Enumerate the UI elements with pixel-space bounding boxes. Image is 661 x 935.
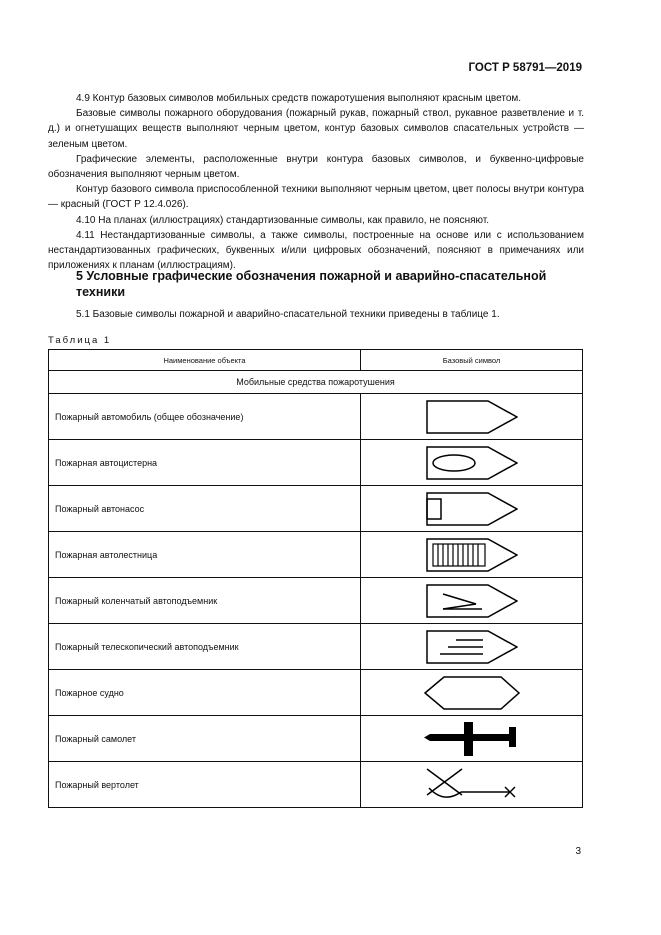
fire-helicopter-icon [424,766,520,804]
table-group-row [49,371,583,394]
group-label: Мобильные средства пожаротушения [49,371,583,394]
table-row [49,762,583,808]
aerial-ladder-icon [426,538,518,572]
paragraph: 4.10 На планах (иллюстрациях) стандартизованные символы, как правило, не поясняют. [76,214,490,226]
paragraph: Графические элементы, расположенные внутри контура базовых символов, и буквенно-цифровые обозначения выполняют черным цветом. [48,153,584,181]
object-name: Пожарный автонасос [49,486,361,532]
articulated-lift-icon [426,584,518,618]
paragraph: Контур базового символа приспособленной техники выполняют черным цветом, цвет полосы внутри контура — красный (ГОСТ Р 12.4.026). [48,184,584,211]
object-name: Пожарный вертолет [49,762,361,808]
object-name: Пожарная автоцистерна [49,440,361,486]
table-row [49,670,583,716]
body-text [48,91,584,273]
column-header-name: Наименование объекта [49,350,361,371]
document-number: ГОСТ Р 58791—2019 [468,62,582,74]
paragraph: Базовые символы пожарного оборудования (пожарный рукав, пожарный ствол, рукавное разветвление и т. д.) и огнетушащих веществ выполняют черным цветом, контур базовых символов спасательных устройств — зеленым цветом. [48,108,584,150]
intro-paragraph: 5.1 Базовые символы пожарной и аварийно-спасательной техники приведены в таблице 1. [76,309,500,320]
fire-pump-truck-icon [426,492,518,526]
table-header-row [49,350,583,371]
page-number: 3 [575,846,581,857]
fire-truck-icon [426,400,518,434]
object-name: Пожарный автомобиль (общее обозначение) [49,394,361,440]
table-row [49,716,583,762]
telescopic-lift-icon [426,630,518,664]
column-header-symbol: Базовый символ [361,350,583,371]
fire-tanker-icon [426,446,518,480]
table-caption: Таблица 1 [48,335,112,346]
paragraph: 4.11 Нестандартизованные символы, а также символы, построенные на основе или с использованием нестандартизованных графических, буквенных и/или цифровых обозначений, поясняют в примечаниях или приложениях к планам (иллюстрациям). [48,229,584,272]
fire-boat-icon [424,676,520,710]
table-row [49,532,583,578]
table-row [49,578,583,624]
object-name: Пожарный самолет [49,716,361,762]
object-name: Пожарный коленчатый автоподъемник [49,578,361,624]
object-name: Пожарная автолестница [49,532,361,578]
fire-airplane-icon [424,721,520,757]
table-row [49,486,583,532]
section-title: 5 Условные графические обозначения пожарной и аварийно-спасательной техники [76,269,547,299]
paragraph: 4.9 Контур базовых символов мобильных средств пожаротушения выполняют красным цветом. [76,93,522,104]
table-row [49,624,583,670]
symbols-table [48,349,583,808]
table-row [49,394,583,440]
object-name: Пожарный телескопический автоподъемник [49,624,361,670]
object-name: Пожарное судно [49,670,361,716]
table-row [49,440,583,486]
